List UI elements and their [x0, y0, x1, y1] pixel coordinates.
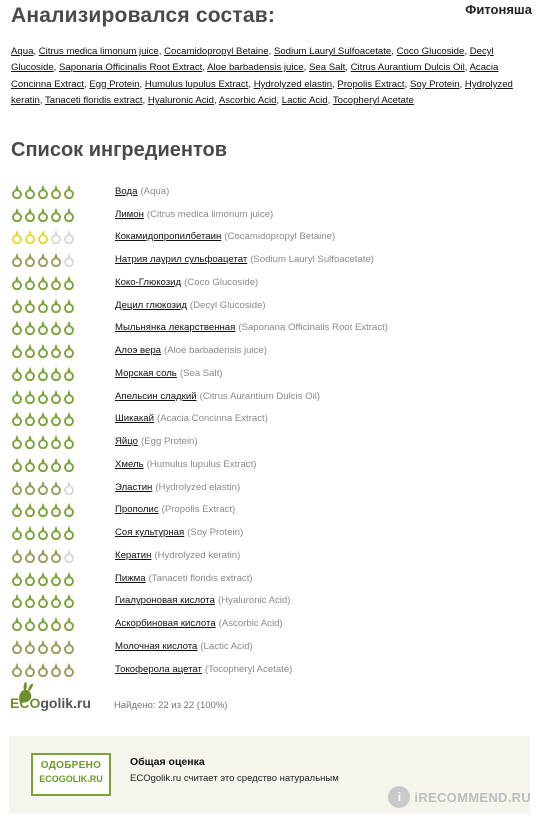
- drop-icon: [11, 457, 23, 472]
- drop-icon: [24, 593, 36, 608]
- ingredient-row: [11, 430, 527, 453]
- drop-icon: [63, 593, 75, 608]
- ingredient-name-link[interactable]: Соя культурная: [115, 527, 185, 539]
- ingredient-latin: (Citrus medica limonum juice): [146, 208, 274, 220]
- ingredient-text: [115, 459, 256, 470]
- ingredient-latin: (Hydrolyzed keratin): [154, 549, 241, 561]
- ingredient-row: [11, 476, 527, 499]
- drop-icon: [11, 252, 23, 267]
- safety-rating: [11, 298, 115, 313]
- drop-icon: [50, 411, 62, 426]
- ingredient-row: [11, 408, 527, 431]
- ingredient-latin: (Decyl Glucoside): [189, 299, 266, 311]
- drop-icon: [11, 525, 23, 540]
- drop-icon: [11, 366, 23, 381]
- composition-link[interactable]: Aloe barbadensis juice: [207, 62, 304, 74]
- safety-rating: [11, 252, 115, 267]
- composition-link[interactable]: Hydrolyzed keratin: [11, 78, 513, 107]
- ingredient-name-link[interactable]: Морская соль: [115, 367, 177, 379]
- ingredient-text: [115, 322, 388, 333]
- ingredient-name-link[interactable]: Яйцо: [115, 436, 139, 448]
- ingredient-name-link[interactable]: Вода: [115, 185, 138, 197]
- composition-link[interactable]: Tocopheryl Acetate: [332, 95, 414, 107]
- separator: ,: [53, 62, 60, 74]
- drop-icon: [50, 434, 62, 449]
- composition-link[interactable]: Decyl Glucoside: [11, 46, 494, 74]
- ingredient-text: [115, 595, 290, 606]
- drop-icon: [50, 593, 62, 608]
- ingredient-name-link[interactable]: Мыльнянка лекарственная: [115, 322, 236, 334]
- ingredient-text: [115, 368, 222, 379]
- composition-link[interactable]: Aqua: [11, 46, 34, 57]
- drop-icon: [11, 320, 23, 335]
- drop-icon: [37, 343, 49, 358]
- drop-icon: [37, 480, 49, 495]
- ingredient-text: [115, 527, 243, 538]
- drop-icon: [50, 616, 62, 631]
- drop-icon: [37, 548, 49, 563]
- ingredient-row: [11, 567, 527, 590]
- safety-rating: [11, 571, 115, 586]
- safety-rating: [11, 389, 115, 404]
- composition-link[interactable]: Hyaluronic Acid: [147, 95, 215, 107]
- drop-icon: [37, 662, 49, 677]
- drop-icon: [50, 275, 62, 290]
- ingredient-text: [115, 254, 374, 265]
- drop-icon: [24, 548, 36, 563]
- drop-icon: [24, 389, 36, 404]
- ingredient-text: [115, 209, 273, 220]
- drop-icon: [24, 229, 36, 244]
- drop-icon: [63, 366, 75, 381]
- drop-icon: [50, 207, 62, 222]
- drop-icon: [50, 525, 62, 540]
- drop-icon: [37, 252, 49, 267]
- drop-icon: [63, 457, 75, 472]
- safety-rating: [11, 411, 115, 426]
- composition-link[interactable]: Coco Glucoside: [396, 46, 465, 57]
- ingredient-latin: (Egg Protein): [141, 436, 198, 448]
- drop-icon: [37, 275, 49, 290]
- separator: ,: [202, 62, 208, 74]
- ingredient-name-link[interactable]: Кератин: [115, 549, 152, 561]
- drop-icon: [63, 525, 75, 540]
- drop-icon: [24, 434, 36, 449]
- drop-icon: [24, 275, 36, 290]
- drop-icon: [50, 548, 62, 563]
- ingredients-title: Список ингредиентов: [11, 139, 228, 161]
- watermark-text: iRECOMMEND.RU: [414, 789, 531, 805]
- ingredient-text: [115, 277, 258, 288]
- ingredient-latin: (Humulus lupulus Extract): [146, 458, 257, 470]
- ingredient-row: [11, 590, 527, 613]
- ingredient-latin: (Citrus Aurantium Dulcis Oil): [199, 390, 321, 402]
- drop-icon: [37, 502, 49, 517]
- ingredient-latin: (Aqua): [140, 185, 170, 197]
- safety-rating: [11, 320, 115, 335]
- drop-icon: [24, 616, 36, 631]
- drop-icon: [11, 616, 23, 631]
- ingredient-row: [11, 612, 527, 635]
- composition-link[interactable]: Humulus lupulus Extract: [144, 78, 249, 90]
- drop-icon: [63, 548, 75, 563]
- ingredient-latin: (Propolis Extract): [161, 504, 236, 516]
- safety-rating: [11, 593, 115, 608]
- ingredient-text: [115, 345, 267, 356]
- drop-icon: [50, 639, 62, 654]
- ingredient-latin: (Coco Glucoside): [184, 276, 259, 288]
- drop-icon: [24, 343, 36, 358]
- drop-icon: [11, 434, 23, 449]
- separator: ,: [459, 78, 465, 90]
- composition-link[interactable]: Citrus Aurantium Dulcis Oil: [350, 62, 465, 74]
- drop-icon: [63, 207, 75, 222]
- drop-icon: [24, 662, 36, 677]
- drop-icon: [11, 662, 23, 677]
- irecommend-watermark: [388, 786, 531, 808]
- drop-icon: [50, 389, 62, 404]
- ingredient-text: [115, 504, 235, 515]
- drop-icon: [63, 343, 75, 358]
- drop-icon: [24, 571, 36, 586]
- drop-icon: [50, 320, 62, 335]
- separator: ,: [214, 95, 219, 107]
- drop-icon: [24, 252, 36, 267]
- ingredient-text: [115, 300, 266, 311]
- drop-icon: [11, 502, 23, 517]
- ingredient-name-link[interactable]: Апельсин сладкий: [115, 390, 197, 402]
- ingredient-latin: (Sodium Lauryl Sulfoacetate): [250, 254, 374, 266]
- ingredient-name-link[interactable]: Шикакай: [115, 413, 154, 425]
- drop-icon: [11, 275, 23, 290]
- ingredient-row: [11, 521, 527, 544]
- drop-icon: [24, 639, 36, 654]
- composition-list: [11, 44, 527, 110]
- ingredient-text: [115, 641, 253, 652]
- drop-icon: [63, 320, 75, 335]
- drop-icon: [63, 480, 75, 495]
- composition-link[interactable]: Acacia Concinna Extract: [11, 62, 499, 90]
- ingredient-name-link[interactable]: Децил глюкозид: [115, 299, 187, 311]
- ingredient-row: [11, 362, 527, 385]
- drop-icon: [11, 389, 23, 404]
- drop-icon: [50, 252, 62, 267]
- ingredient-text: [115, 391, 320, 402]
- safety-rating: [11, 366, 115, 381]
- drop-icon: [24, 366, 36, 381]
- drop-icon: [11, 639, 23, 654]
- separator: ,: [327, 95, 333, 107]
- drop-icon: [24, 320, 36, 335]
- ingredient-name-link[interactable]: Лимон: [115, 208, 144, 220]
- safety-rating: [11, 207, 115, 222]
- safety-rating: [11, 548, 115, 563]
- verdict-title: Общая оценка: [130, 756, 205, 768]
- ingredient-text: [115, 231, 335, 242]
- ingredient-latin: (Cocamidopropyl Betaine): [224, 231, 336, 243]
- ingredients-list: [11, 180, 527, 681]
- separator: ,: [142, 95, 148, 107]
- ingredient-row: [11, 180, 527, 203]
- drop-icon: [11, 571, 23, 586]
- drop-icon: [37, 434, 49, 449]
- drop-icon: [11, 480, 23, 495]
- drop-icon: [63, 298, 75, 313]
- drop-icon: [50, 229, 62, 244]
- separator: ,: [345, 62, 351, 74]
- drop-icon: [37, 411, 49, 426]
- safety-rating: [11, 502, 115, 517]
- separator: ,: [332, 78, 338, 90]
- drop-icon: [37, 229, 49, 244]
- safety-rating: [11, 184, 115, 199]
- drop-icon: [11, 298, 23, 313]
- safety-rating: [11, 275, 115, 290]
- ingredient-name-link[interactable]: Натрия лаурил сульфоацетат: [115, 254, 248, 266]
- drop-icon: [11, 343, 23, 358]
- ingredient-text: [115, 436, 198, 447]
- ingredient-latin: (Hydrolyzed elastin): [155, 481, 241, 493]
- ingredient-latin: (Tocopheryl Acetate): [204, 663, 293, 675]
- safety-rating: [11, 229, 115, 244]
- drop-icon: [11, 548, 23, 563]
- safety-rating: [11, 343, 115, 358]
- ingredient-latin: (Acacia Concinna Extract): [157, 413, 268, 425]
- safety-rating: [11, 662, 115, 677]
- ingredient-text: [115, 550, 240, 561]
- composition-link[interactable]: Egg Protein: [89, 78, 140, 90]
- drop-icon: [24, 525, 36, 540]
- safety-rating: [11, 616, 115, 631]
- separator: ,: [139, 78, 145, 90]
- found-count: Найдено: 22 из 22 (100%): [114, 700, 228, 711]
- drop-icon: [11, 207, 23, 222]
- ingredient-name-link[interactable]: Аскорбиновая кислота: [115, 618, 216, 630]
- ingredient-name-link[interactable]: Гиалуроновая кислота: [115, 595, 215, 607]
- safety-rating: [11, 639, 115, 654]
- separator: ,: [404, 78, 410, 90]
- verdict-text: ECOgolik.ru считает это средство натуральным: [130, 773, 339, 784]
- safety-rating: [11, 480, 115, 495]
- ecogolik-logo[interactable]: [10, 683, 102, 719]
- ingredient-latin: (Saponaria Officinalis Root Extract): [238, 322, 388, 334]
- drop-icon: [24, 502, 36, 517]
- ingredient-row: [11, 544, 527, 567]
- composition-link[interactable]: Ascorbic Acid: [218, 95, 277, 107]
- drop-icon: [50, 502, 62, 517]
- separator: ,: [33, 46, 39, 57]
- logo-rest-text: golik.ru: [40, 695, 91, 711]
- ingredient-latin: (Aloe barbadensis juice): [164, 345, 267, 357]
- drop-icon: [11, 411, 23, 426]
- separator: ,: [464, 46, 470, 57]
- drop-icon: [50, 457, 62, 472]
- drop-icon: [63, 252, 75, 267]
- separator: ,: [39, 95, 45, 107]
- drop-icon: [11, 184, 23, 199]
- drop-icon: [37, 457, 49, 472]
- drop-icon: [63, 662, 75, 677]
- ingredient-text: [115, 186, 169, 197]
- ingredient-name-link[interactable]: Токоферола ацетат: [115, 663, 202, 675]
- ingredient-latin: (Soy Protein): [187, 527, 244, 539]
- ingredient-name-link[interactable]: Эластин: [115, 481, 153, 493]
- composition-link[interactable]: Citrus medica limonum juice: [38, 46, 159, 57]
- drop-icon: [24, 480, 36, 495]
- ingredient-latin: (Hyaluronic Acid): [217, 595, 291, 607]
- ingredient-name-link[interactable]: Алоэ вера: [115, 345, 161, 357]
- separator: ,: [268, 46, 274, 57]
- ingredient-latin: (Sea Salt): [179, 367, 223, 379]
- ingredient-name-link[interactable]: Хмель: [115, 458, 144, 470]
- badge-line1: ОДОБРЕНО: [40, 760, 102, 771]
- drop-icon: [11, 593, 23, 608]
- ingredient-row: [11, 203, 527, 226]
- separator: ,: [303, 62, 309, 74]
- drop-icon: [63, 434, 75, 449]
- separator: ,: [391, 46, 397, 57]
- drop-icon: [63, 411, 75, 426]
- ingredient-text: [115, 482, 240, 493]
- ingredient-name-link[interactable]: Молочная кислота: [115, 640, 198, 652]
- drop-icon: [37, 366, 49, 381]
- drop-icon: [50, 662, 62, 677]
- ingredient-text: [115, 664, 292, 675]
- ingredient-row: [11, 339, 527, 362]
- drop-icon: [63, 184, 75, 199]
- ingredient-latin: (Lactic Acid): [200, 640, 253, 652]
- composition-link[interactable]: Lactic Acid: [281, 95, 328, 107]
- ingredient-text: [115, 618, 283, 629]
- composition-link[interactable]: Hydrolyzed elastin: [253, 78, 333, 90]
- ingredient-row: [11, 658, 527, 681]
- drop-icon: [63, 639, 75, 654]
- drop-icon: [24, 457, 36, 472]
- ingredient-name-link[interactable]: Пижма: [115, 572, 146, 584]
- ingredient-row: [11, 385, 527, 408]
- ingredient-row: [11, 226, 527, 249]
- ingredient-name-link[interactable]: Коко-Глюкозид: [115, 276, 182, 288]
- ingredient-row: [11, 317, 527, 340]
- drop-icon: [24, 184, 36, 199]
- separator: ,: [84, 78, 90, 90]
- drop-icon: [50, 343, 62, 358]
- drop-icon: [37, 639, 49, 654]
- drop-icon: [37, 389, 49, 404]
- badge-line2: ECOGOLIK.RU: [39, 774, 103, 784]
- drop-icon: [50, 480, 62, 495]
- composition-link[interactable]: Soy Protein: [409, 78, 460, 90]
- safety-rating: [11, 434, 115, 449]
- drop-icon: [37, 320, 49, 335]
- drop-icon: [24, 298, 36, 313]
- composition-link[interactable]: Cocamidopropyl Betaine: [164, 46, 269, 57]
- ingredient-row: [11, 248, 527, 271]
- drop-icon: [37, 571, 49, 586]
- drop-icon: [37, 593, 49, 608]
- safety-rating: [11, 525, 115, 540]
- separator: ,: [276, 95, 282, 107]
- ingredient-latin: (Tanaceti floridis extract): [148, 572, 253, 584]
- separator: ,: [248, 78, 254, 90]
- drop-icon: [37, 525, 49, 540]
- drop-icon: [24, 411, 36, 426]
- ingredient-latin: (Ascorbic Acid): [218, 618, 283, 630]
- safety-rating: [11, 457, 115, 472]
- ingredient-text: [115, 573, 253, 584]
- logo-eco-text: ECO: [10, 695, 41, 711]
- drop-icon: [37, 207, 49, 222]
- drop-icon: [37, 298, 49, 313]
- composition-link[interactable]: Sea Salt: [308, 62, 346, 74]
- ingredient-row: [11, 453, 527, 476]
- composition-link[interactable]: Tanaceti floridis extract: [44, 95, 143, 107]
- ingredient-text: [115, 413, 268, 424]
- drop-icon: [63, 571, 75, 586]
- ingredient-name-link[interactable]: Прополис: [115, 504, 159, 516]
- drop-icon: [50, 298, 62, 313]
- drop-icon: [63, 502, 75, 517]
- ingredient-row: [11, 271, 527, 294]
- composition-link[interactable]: Saponaria Officinalis Root Extract: [59, 62, 203, 74]
- separator: ,: [158, 46, 165, 57]
- drop-icon: [63, 229, 75, 244]
- drop-icon: [11, 229, 23, 244]
- separator: ,: [464, 62, 470, 74]
- ingredient-row: [11, 499, 527, 522]
- drop-icon: [63, 616, 75, 631]
- drop-icon: [50, 571, 62, 586]
- page-title: Анализировался состав:: [11, 4, 276, 27]
- drop-icon: [50, 366, 62, 381]
- ingredient-row: [11, 635, 527, 658]
- drop-icon: [24, 207, 36, 222]
- brand-name: Фитоняша: [465, 2, 532, 17]
- drop-icon: [37, 184, 49, 199]
- drop-icon: [50, 184, 62, 199]
- ingredient-name-link[interactable]: Кокамидопропилбетаин: [115, 231, 222, 243]
- drop-icon: [63, 389, 75, 404]
- ingredient-row: [11, 294, 527, 317]
- composition-link[interactable]: Propolis Extract: [337, 78, 405, 90]
- composition-link[interactable]: Sodium Lauryl Sulfoacetate: [273, 46, 392, 57]
- irecommend-icon: i: [388, 786, 410, 808]
- approved-badge: [31, 753, 111, 796]
- drop-icon: [63, 275, 75, 290]
- drop-icon: [37, 616, 49, 631]
